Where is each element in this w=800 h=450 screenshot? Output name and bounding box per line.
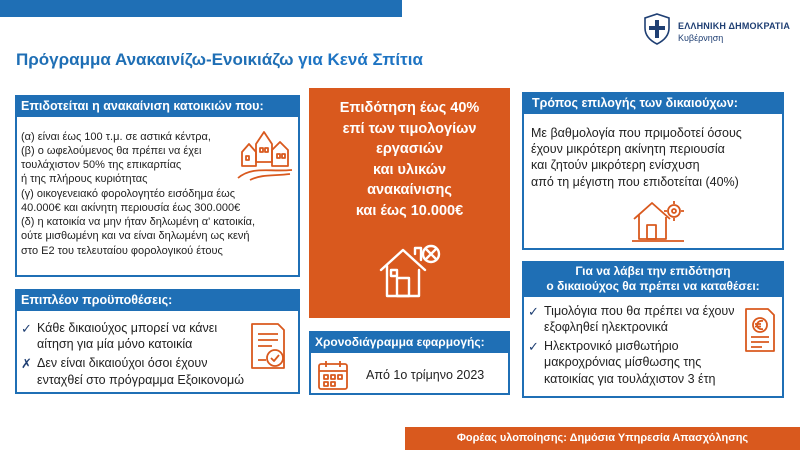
eligibility-line: (α) είναι έως 100 τ.μ. σε αστικά κέντρα, [21,131,211,143]
page-title [16,50,423,70]
check-icon: ✓ [528,339,539,354]
implementing-body-footer: Φορέας υλοποίησης: Δημόσια Υπηρεσία Απασχόλησης [405,427,800,450]
eligibility-line: τουλάχιστον 50% της επικαρπίας [21,159,182,171]
selection-line: από τη μέγιστη που επιδοτείται (40%) [531,175,739,189]
eligibility-heading: Επιδοτείται η ανακαίνιση κατοικιών που: [15,95,300,117]
eligibility-line: 40.000€ και ακίνητη περιουσία έως 300.000€ [21,202,241,214]
org-subtitle: Κυβέρνηση [678,33,724,43]
condition-line: μακροχρόνιας μίσθωσης της [544,355,702,369]
cross-icon: ✗ [21,356,32,371]
house-tools-icon [375,240,445,306]
requirement-line: αίτηση για μία μόνο κατοικία [37,337,193,351]
government-logo [640,12,790,52]
subsidy-line: εργασιών [375,141,444,157]
timeline-value: Από 1ο τρίμηνο 2023 [366,368,485,382]
eligibility-line: (β) ο ωφελούμενος θα πρέπει να έχει [21,145,202,157]
calendar-icon [316,358,350,392]
condition-line: κατοικίας για τουλάχιστον 3 έτη [544,372,716,386]
timeline-heading: Χρονοδιάγραμμα εφαρμογής: [309,331,510,353]
eligibility-line: (γ) οικογενειακό φορολογητέο εισόδημα έως [21,188,236,200]
eligibility-line: ούτε μισθωμένη και να είναι δηλωμένη ως κενή [21,230,250,242]
invoice-euro-icon [740,305,780,355]
top-accent-bar [0,0,402,17]
subsidy-line: και υλικών [372,161,447,178]
selection-line: και ζητούν μικρότερη ενίσχυση [531,158,700,172]
condition-line: Τιμολόγια που θα πρέπει να έχουν [544,304,735,318]
check-icon: ✓ [21,321,32,336]
condition-line: Ηλεκτρονικό μισθωτήριο [544,339,679,353]
requirement-line: ενταχθεί στο πρόγραμμα Εξοικονομώ [37,373,244,387]
requirement-line: Κάθε δικαιούχος μπορεί να κάνει [37,321,218,335]
title-tail: για Κενά Σπίτια [293,50,423,69]
subsidy-text [309,98,510,221]
requirements-heading: Επιπλέον προϋποθέσεις: [15,289,300,311]
title-program: Πρόγραμμα Ανακαινίζω-Ενοικιάζω [16,50,294,69]
eligibility-line: (δ) η κατοικία να μην ήταν δηλωμένη α' κατοικία, [21,216,256,228]
selection-line: Με βαθμολογία που πριμοδοτεί όσους [531,126,742,140]
org-name: ΕΛΛΗΝΙΚΗ ΔΗΜΟΚΡΑΤΙΑ [678,21,791,31]
houses-icon [236,122,294,184]
document-check-icon [244,320,290,376]
selection-line: έχουν μικρότερη ακίνητη περιουσία [531,142,725,156]
subsidy-line: Επιδότηση έως 40% [339,100,480,116]
conditions-heading-line: Για να λάβει την επιδότηση [575,264,731,278]
subsidy-line: ανακαίνισης [367,182,452,198]
check-icon: ✓ [528,304,539,319]
conditions-heading [522,261,784,297]
house-gear-icon [630,195,686,245]
subsidy-panel [309,88,510,318]
eligibility-line: ή της πλήρους κυριότητας [21,173,148,185]
conditions-heading-line: ο δικαιούχος θα πρέπει να καταθέσει: [546,279,760,293]
eligibility-line: στο Ε2 του τελευταίου φορολογικού έτους [21,245,223,257]
subsidy-line: και έως 10.000€ [355,202,464,219]
condition-line: εξοφληθεί ηλεκτρονικά [544,320,669,334]
requirement-line: Δεν είναι δικαιούχοι όσοι έχουν [37,356,208,370]
subsidy-line: επί των τιμολογίων [342,120,477,137]
greek-emblem-icon [640,12,674,46]
selection-heading: Τρόπος επιλογής των δικαιούχων: [522,92,784,114]
